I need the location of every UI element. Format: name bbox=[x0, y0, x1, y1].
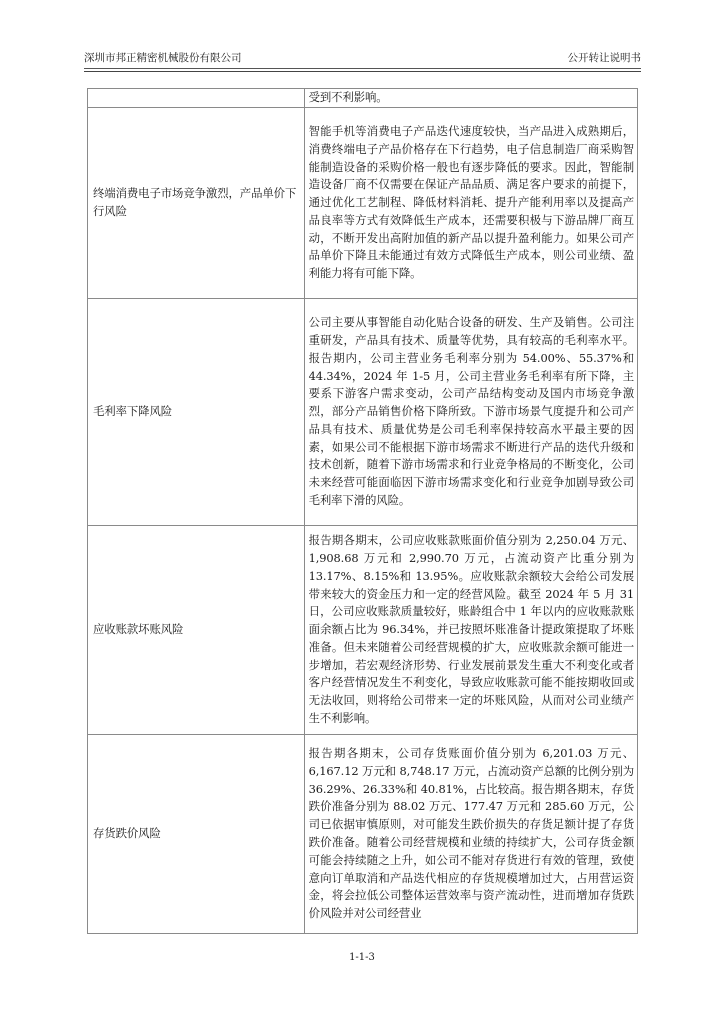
table-row bbox=[88, 735, 638, 934]
header-rule-thick bbox=[84, 71, 641, 72]
risk-table bbox=[87, 88, 638, 934]
header-rule-thin bbox=[84, 68, 641, 69]
page-header bbox=[84, 50, 641, 66]
company-name: 深圳市邦正精密机械股份有限公司 bbox=[84, 52, 242, 64]
page-number: 1-1-3 bbox=[349, 952, 375, 963]
risk-description-cell: 受到不利影响。 bbox=[304, 89, 637, 108]
table-row bbox=[88, 299, 638, 526]
table-row bbox=[88, 108, 638, 299]
risk-description-cell: 报告期各期末，公司存货账面价值分别为 6,201.03 万元、6,167.12 万元和 8,748.17 万元，占流动资产总额的比例分别为 36.29%、26.33%和 40.81%，占比较高。报告期各期末，存货跌价准备分别为 88.02 万元、177.47 万元和 285.60 万元，公司已依据审慎原则，对可能发生跌价损失的存货足额计提了存货跌价准备。随着公司经营规模和业绩的持续扩大，公司存货金额可能会持续随之上升，如公司不能对存货进行有效的管理，致使意向订单取消和产品迭代相应的存货规模增加过大，占用营运资金，将会拉低公司整体运营效率与资产流动性，进而增加存货跌价风险并对公司经营业 bbox=[304, 735, 637, 934]
risk-description-cell: 公司主要从事智能自动化贴合设备的研发、生产及销售。公司注重研发，产品具有技术、质量等优势，具有较高的毛利率水平。报告期内，公司主营业务毛利率分别为 54.00%、55.37%和 44.34%，2024 年 1-5 月，公司主营业务毛利率有所下降，主要系下游客户需求变动，公司产品结构变动及国内市场竞争激烈，部分产品销售价格下降所致。下游市场景气度提升和公司产品具有技术、质量优势是公司毛利率保持较高水平最主要的因素，如果公司不能根据下游市场需求不断进行产品的迭代升级和技术创新，随着下游市场需求和行业竞争格局的不断变化，公司未来经营可能面临因下游市场需求变化和行业竞争加剧导致公司毛利率下滑的风险。 bbox=[304, 299, 637, 526]
risk-name-cell bbox=[88, 89, 305, 108]
risk-description-cell: 报告期各期末，公司应收账款账面价值分别为 2,250.04 万元、1,908.68 万元和 2,990.70 万元，占流动资产比重分别为 13.17%、8.15%和 13.95%。应收账款余额较大会给公司发展带来较大的资金压力和一定的经营风险。截至 2024 年 5 月 31 日，公司应收账款质量较好，账龄组合中 1 年以内的应收账款账面余额占比为 96.34%，并已按照坏账准备计提政策提取了坏账准备。但未来随着公司经营规模的扩大，应收账款余额可能进一步增加，若宏观经济形势、行业发展前景发生重大不利变化或者客户经营情况发生不利变化，导致应收账款可能不能按期收回或无法收回，则将给公司带来一定的坏账风险，从而对公司业绩产生不利影响。 bbox=[304, 526, 637, 735]
document-type: 公开转让说明书 bbox=[567, 52, 641, 64]
risk-description-cell: 智能手机等消费电子产品迭代速度较快，当产品进入成熟期后，消费终端电子产品价格存在下行趋势，电子信息制造厂商采购智能制造设备的采购价格一般也有逐步降低的要求。因此，智能制造设备厂商不仅需要在保证产品品质、满足客户要求的前提下，通过优化工艺制程、降低材料消耗、提升产能利用率以及提高产品良率等方式有效降低生产成本，还需要积极与下游品牌厂商互动，不断开发出高附加值的新产品以提升盈利能力。如果公司产品单价下降且未能通过有效方式降低生产成本，则公司业绩、盈利能力将有可能下降。 bbox=[304, 108, 637, 299]
table-row bbox=[88, 526, 638, 735]
risk-name-cell: 毛利率下降风险 bbox=[88, 299, 305, 526]
risk-name-cell: 应收账款坏账风险 bbox=[88, 526, 305, 735]
risk-name-cell: 终端消费电子市场竞争激烈，产品单价下行风险 bbox=[88, 108, 305, 299]
table-row bbox=[88, 89, 638, 108]
risk-name-cell: 存货跌价风险 bbox=[88, 735, 305, 934]
